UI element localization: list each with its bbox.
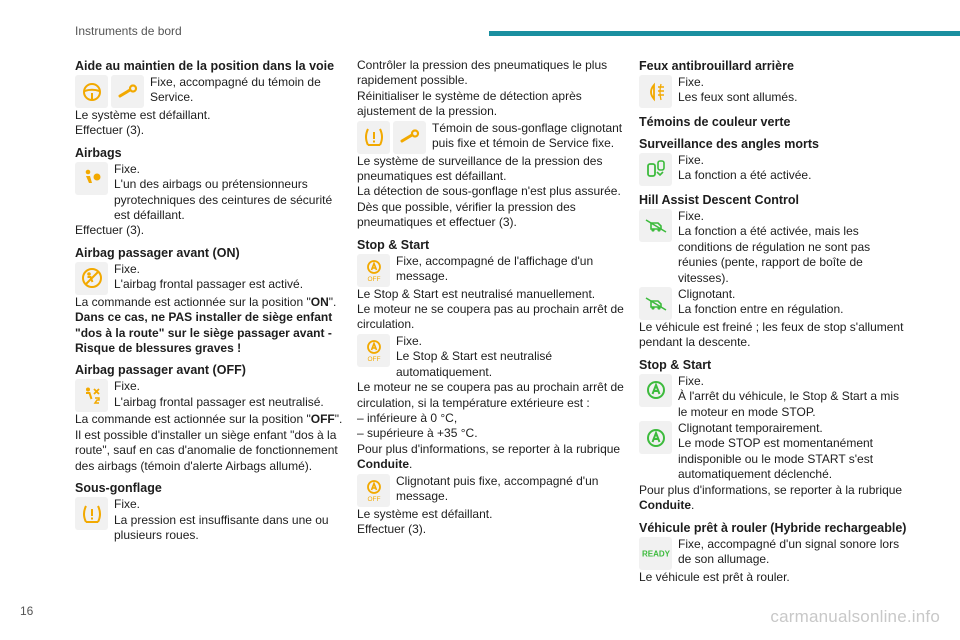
- entry-line: Fixe.: [678, 373, 705, 388]
- paragraph: Effectuer (3).: [75, 223, 145, 238]
- indicator-entry: [357, 254, 627, 287]
- entry-line: Fixe.: [114, 261, 141, 276]
- text-run: Pour plus d'informations, se reporter à la rubrique: [639, 482, 903, 497]
- indicator-entry: [75, 75, 343, 108]
- entry-line: La fonction entre en régulation.: [678, 302, 844, 317]
- header-title: Instruments de bord: [75, 24, 182, 38]
- section-title: Airbag passager avant (ON): [75, 245, 240, 260]
- section-title: Feux antibrouillard arrière: [639, 59, 794, 73]
- entry-line: Fixe, accompagné de l'affichage d'un message.: [396, 253, 594, 284]
- text-run: ".: [334, 412, 343, 427]
- tyre-pressure-icon: [75, 497, 108, 530]
- text-run: Pour plus d'informations, se reporter à la rubrique: [357, 441, 621, 456]
- ready-icon: [639, 537, 672, 570]
- entry-line: Fixe.: [678, 209, 705, 223]
- paragraph: [75, 295, 343, 310]
- svg-text:OFF: OFF: [367, 276, 380, 284]
- indicator-entry: [639, 75, 909, 108]
- paragraph: – supérieure à +35 °C.: [357, 426, 478, 441]
- wrench-icon: [111, 75, 144, 108]
- entry-line: Les feux sont allumés.: [678, 90, 798, 105]
- steering-wheel-icon: [75, 75, 108, 108]
- indicator-entry: [639, 287, 909, 320]
- text-run: .: [691, 498, 695, 513]
- emphasis-text: ON: [310, 294, 329, 309]
- paragraph: Contrôler la pression des pneumatiques le plus rapidement possible.: [357, 58, 608, 88]
- entry-line: Le Stop & Start est neutralisé automatiquement.: [396, 349, 553, 379]
- entry-line: À l'arrêt du véhicule, le Stop & Start a mis le moteur en mode STOP.: [678, 389, 900, 419]
- header-accent-bar: [489, 31, 960, 36]
- indicator-entry: [75, 497, 343, 543]
- indicator-entry: [75, 379, 343, 412]
- indicator-entry: [357, 121, 627, 154]
- rear-fog-lamp-icon: [639, 75, 672, 108]
- wrench-icon: [393, 121, 426, 154]
- paragraph: Le véhicule est freiné ; les feux de stop s'allument pendant la descente.: [639, 320, 904, 350]
- emphasis-text: Conduite: [639, 498, 691, 513]
- entry-line: L'un des airbags ou prétensionneurs pyrotechniques des ceintures de sécurité est défaillant.: [114, 177, 333, 223]
- column-3: [639, 58, 909, 585]
- passenger-airbag-off-icon: [75, 379, 108, 412]
- icon-group: [75, 75, 147, 108]
- hill-descent-icon: [639, 209, 672, 242]
- stop-start-off-icon: [357, 254, 390, 287]
- column-1: [75, 58, 343, 543]
- section-title: Témoins de couleur verte: [639, 115, 791, 129]
- text-run: ".: [328, 294, 337, 309]
- paragraph: Le système de surveillance de la pression des pneumatiques est défaillant.: [357, 153, 603, 184]
- section-title: Stop & Start: [357, 237, 430, 252]
- section-title: Surveillance des angles morts: [639, 137, 819, 151]
- svg-text:OFF: OFF: [367, 356, 380, 364]
- entry-line: Fixe.: [114, 161, 141, 176]
- entry-line: Fixe, accompagné du témoin de Service.: [150, 75, 321, 105]
- svg-text:OFF: OFF: [367, 496, 380, 504]
- entry-line: Fixe.: [114, 379, 141, 394]
- entry-line: Témoin de sous-gonflage clignotant puis fixe et témoin de Service fixe.: [432, 120, 623, 151]
- entry-line: Le mode STOP est momentanément indisponible ou le mode START s'est automatiquement déclenché.: [678, 436, 874, 482]
- text-run: La commande est actionnée sur la position ": [75, 412, 311, 427]
- entry-line: La fonction a été activée.: [678, 168, 812, 183]
- indicator-entry: [639, 153, 909, 186]
- column-2: [357, 58, 627, 537]
- indicator-entry: [357, 474, 627, 507]
- paragraph: La détection de sous-gonflage n'est plus assurée.: [357, 184, 621, 199]
- paragraph: Il est possible d'installer un siège enfant "dos à la route", sauf en cas d'anomalie de fonctionnement des airbags (témoin d'alerte Airbags allumé).: [75, 427, 338, 473]
- section-title: Stop & Start: [639, 357, 712, 372]
- section-title: Sous-gonflage: [75, 481, 162, 496]
- indicator-entry: [639, 537, 909, 570]
- ready-icon-text: READY: [641, 549, 670, 559]
- section-title: Hill Assist Descent Control: [639, 193, 799, 207]
- indicator-entry: [75, 262, 343, 295]
- paragraph: Dès que possible, vérifier la pression des pneumatiques et effectuer (3).: [357, 199, 576, 230]
- indicator-entry: [639, 209, 909, 286]
- entry-line: Fixe.: [396, 333, 423, 348]
- indicator-entry: [357, 334, 627, 380]
- hill-descent-icon: [639, 287, 672, 320]
- entry-line: La pression est insuffisante dans une ou plusieurs roues.: [114, 512, 329, 542]
- tyre-pressure-icon: [357, 121, 390, 154]
- entry-line: L'airbag frontal passager est activé.: [114, 277, 304, 292]
- page-number: 16: [20, 604, 34, 618]
- text-run: .: [409, 457, 413, 472]
- paragraph: Effectuer (3).: [357, 521, 427, 536]
- entry-line: Clignotant temporairement.: [678, 421, 823, 436]
- passenger-airbag-on-icon: [75, 262, 108, 295]
- paragraph: Le véhicule est prêt à rouler.: [639, 569, 790, 584]
- paragraph: Effectuer (3).: [75, 123, 145, 138]
- entry-line: La fonction a été activée, mais les conditions de régulation ne sont pas réunies (pente, rapport de boîte de vitesses).: [678, 224, 871, 285]
- indicator-entry: [639, 374, 909, 420]
- entry-line: Clignotant puis fixe, accompagné d'un message.: [396, 473, 599, 503]
- stop-start-icon: [639, 374, 672, 407]
- paragraph: Le moteur ne se coupera pas au prochain arrêt de circulation.: [357, 302, 624, 332]
- airbag-icon: [75, 162, 108, 195]
- text-run: La commande est actionnée sur la position ": [75, 294, 311, 309]
- emphasis-text: Conduite: [357, 457, 409, 472]
- paragraph: Réinitialiser le système de détection après ajustement de la pression.: [357, 88, 582, 119]
- section-title: Aide au maintien de la position dans la voie: [75, 59, 335, 73]
- entry-line: Fixe.: [678, 153, 705, 167]
- stop-start-off-icon: [357, 334, 390, 367]
- section-title: Véhicule prêt à rouler (Hybride rechargeable): [639, 520, 907, 535]
- warning-text: Dans ce cas, ne PAS installer de siège enfant "dos à la route" sur le siège passager avant - Risque de blessures graves !: [75, 310, 333, 356]
- entry-line: Fixe.: [678, 75, 705, 89]
- indicator-entry: [75, 162, 343, 224]
- section-title: Airbag passager avant (OFF): [75, 363, 246, 378]
- indicator-entry: [639, 421, 909, 483]
- section-title: Airbags: [75, 145, 122, 160]
- paragraph: Le système est défaillant.: [75, 108, 211, 122]
- paragraph: – inférieure à 0 °C,: [357, 410, 458, 425]
- paragraph: Le Stop & Start est neutralisé manuellement.: [357, 286, 596, 301]
- paragraph: [639, 483, 909, 514]
- paragraph: Le système est défaillant.: [357, 506, 493, 521]
- paragraph: [357, 442, 627, 473]
- entry-line: Fixe, accompagné d'un signal sonore lors de son allumage.: [678, 536, 900, 566]
- paragraph: Le moteur ne se coupera pas au prochain arrêt de circulation, si la température extérieure est :: [357, 380, 624, 410]
- entry-line: Fixe.: [114, 497, 141, 512]
- paragraph: [75, 412, 343, 427]
- entry-line: Clignotant.: [678, 287, 736, 302]
- entry-line: L'airbag frontal passager est neutralisé.: [114, 394, 324, 409]
- stop-start-icon: [639, 421, 672, 454]
- stop-start-off-icon: [357, 474, 390, 507]
- emphasis-text: OFF: [310, 412, 335, 427]
- blind-spot-icon: [639, 153, 672, 186]
- watermark: carmanualsonline.info: [770, 607, 940, 626]
